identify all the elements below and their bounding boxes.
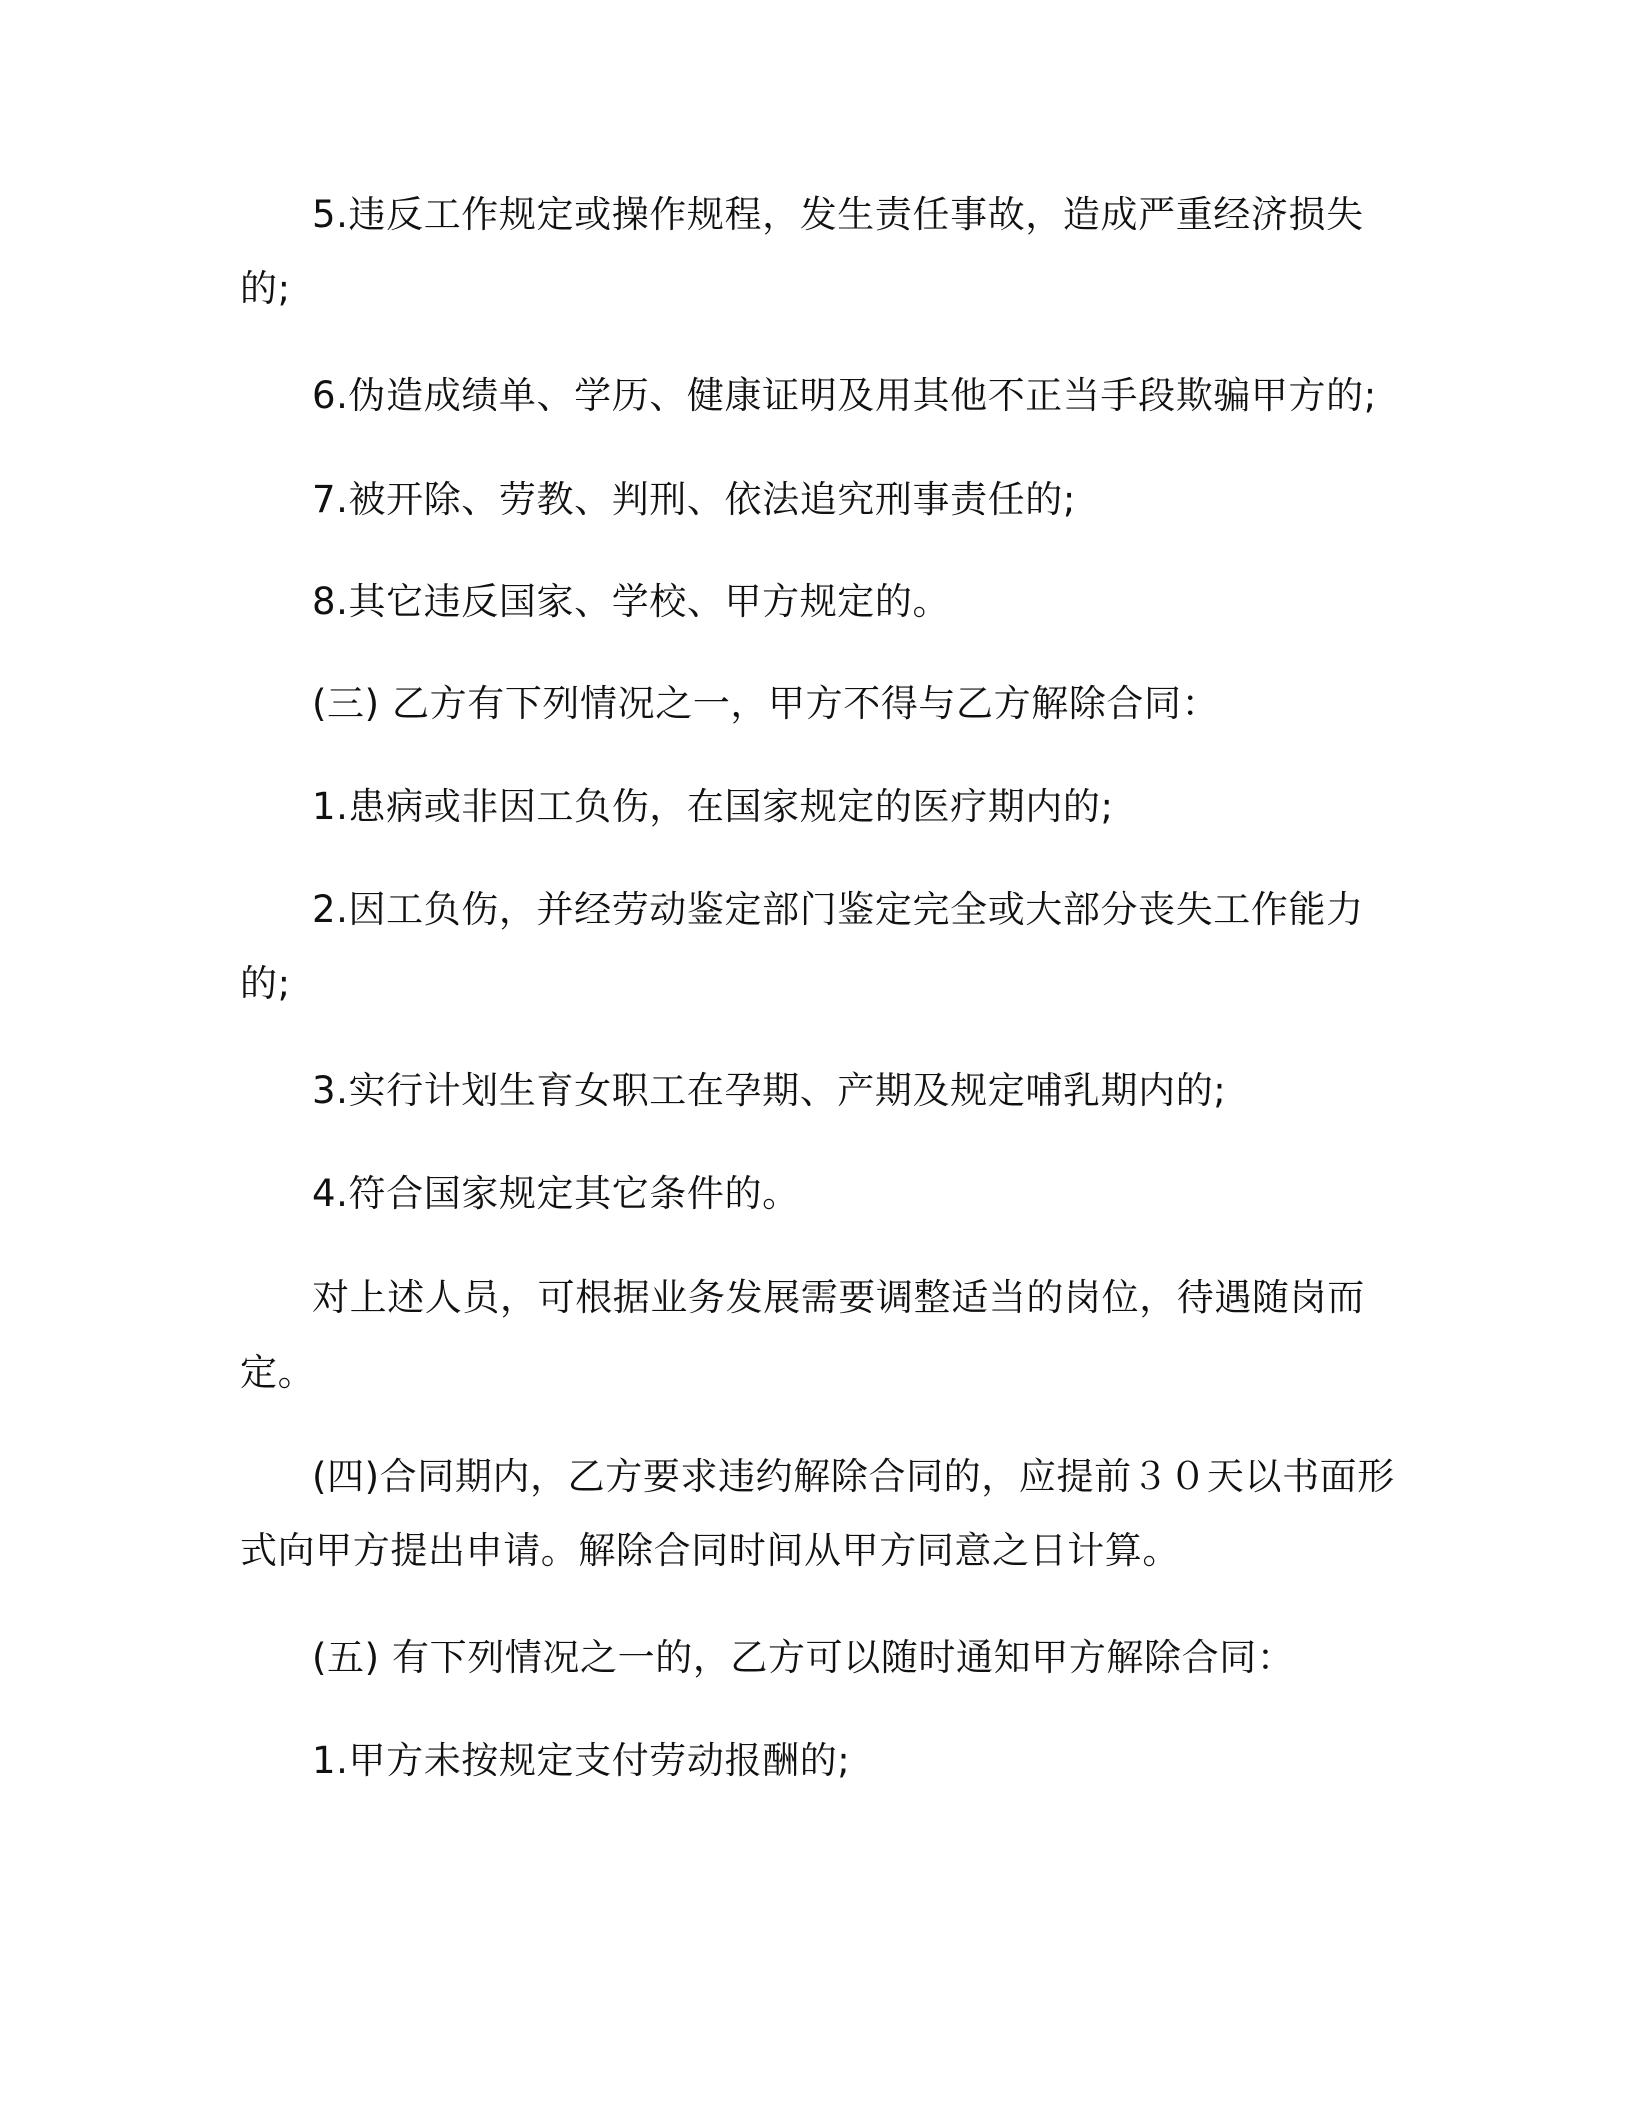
section-4-paragraph-cont: 式向甲方提出申请。解除合同时间从甲方同意之日计算。 xyxy=(240,1529,1180,1572)
section-3-note-cont: 定。 xyxy=(240,1351,316,1394)
section-3-item-4: 4.符合国家规定其它条件的。 xyxy=(312,1172,800,1215)
section-4-paragraph: (四)合同期内，乙方要求违约解除合同的，应提前３０天以书面形 xyxy=(312,1455,1395,1498)
section-3-item-2: 2.因工负伤，并经劳动鉴定部门鉴定完全或大部分丧失工作能力 xyxy=(312,888,1364,931)
section-3-note: 对上述人员，可根据业务发展需要调整适当的岗位，待遇随岗而 xyxy=(312,1276,1365,1319)
section-3-item-2-cont: 的; xyxy=(240,962,291,1005)
clause-item-8: 8.其它违反国家、学校、甲方规定的。 xyxy=(312,580,951,623)
section-5-item-1: 1.甲方未按规定支付劳动报酬的; xyxy=(312,1739,851,1782)
clause-item-5-cont: 的; xyxy=(240,267,291,310)
section-3-item-3: 3.实行计划生育女职工在孕期、产期及规定哺乳期内的; xyxy=(312,1069,1227,1112)
section-5-heading: (五) 有下列情况之一的，乙方可以随时通知甲方解除合同： xyxy=(312,1636,1295,1679)
section-3-heading: (三) 乙方有下列情况之一，甲方不得与乙方解除合同： xyxy=(312,682,1220,725)
section-3-item-1: 1.患病或非因工负伤，在国家规定的医疗期内的; xyxy=(312,785,1114,828)
clause-item-5: 5.违反工作规定或操作规程，发生责任事故，造成严重经济损失 xyxy=(312,193,1364,236)
clause-item-7: 7.被开除、劳教、判刑、依法追究刑事责任的; xyxy=(312,478,1076,521)
clause-item-6: 6.伪造成绩单、学历、健康证明及用其他不正当手段欺骗甲方的; xyxy=(312,374,1377,417)
